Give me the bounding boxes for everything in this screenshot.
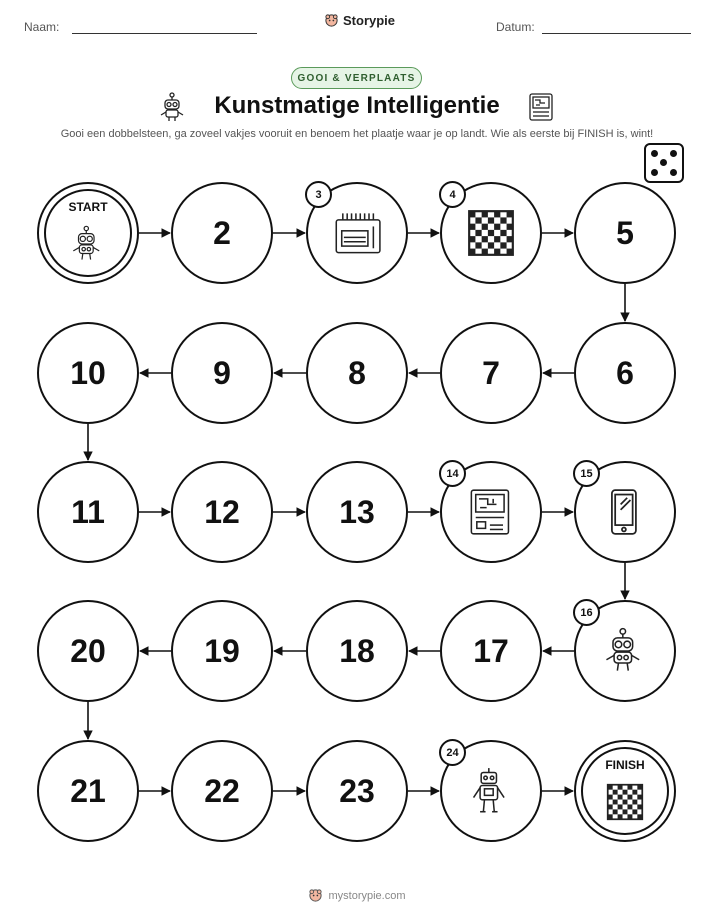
cell-number-tag: 4 xyxy=(439,181,466,208)
board-cell-6 xyxy=(574,322,676,424)
date-line[interactable] xyxy=(542,33,691,34)
board-cell-4 xyxy=(440,182,542,284)
cell-number: 11 xyxy=(71,493,105,530)
die-pip xyxy=(651,169,658,176)
mascot-icon xyxy=(324,13,339,28)
board-cell-5 xyxy=(574,182,676,284)
board-cell-20 xyxy=(37,600,139,702)
start-label: START xyxy=(68,200,108,214)
board-cell-10 xyxy=(37,322,139,424)
board-cell-11 xyxy=(37,461,139,563)
board-cell-7 xyxy=(440,322,542,424)
cell-number: 23 xyxy=(339,772,375,809)
board-cell-19 xyxy=(171,600,273,702)
brand-name: Storypie xyxy=(343,13,396,28)
board-cell-13 xyxy=(306,461,408,563)
name-label: Naam: xyxy=(24,20,60,34)
brand xyxy=(324,13,395,28)
board-cell-1 xyxy=(37,182,139,284)
board-cell-12 xyxy=(171,461,273,563)
cell-number: 19 xyxy=(204,632,240,669)
die-pip xyxy=(670,150,677,157)
board-cell-23 xyxy=(306,740,408,842)
robot-icon xyxy=(69,225,107,263)
cell-number: 2 xyxy=(213,214,231,251)
name-line[interactable] xyxy=(72,33,257,34)
cell-number-tag: 24 xyxy=(439,739,466,766)
board-cell-8 xyxy=(306,322,408,424)
cell-number: 18 xyxy=(339,632,375,669)
board-cell-22 xyxy=(171,740,273,842)
cell-number-tag: 15 xyxy=(573,460,600,487)
cell-number: 13 xyxy=(339,493,375,530)
cell-number: 8 xyxy=(348,354,366,391)
cell-number: 5 xyxy=(616,214,634,251)
board-cell-21 xyxy=(37,740,139,842)
computer-chip-icon xyxy=(467,488,515,536)
board-cell-2 xyxy=(171,182,273,284)
robot-icon xyxy=(601,627,649,675)
cell-number: 17 xyxy=(473,632,509,669)
cell-number: 9 xyxy=(213,354,231,391)
page-title: Kunstmatige Intelligentie xyxy=(214,92,500,119)
cell-number: 10 xyxy=(70,354,106,391)
cell-number: 7 xyxy=(482,354,500,391)
mascot-icon xyxy=(308,888,323,903)
ai-machine-icon xyxy=(333,209,381,257)
board-cell-25 xyxy=(574,740,676,842)
die-icon xyxy=(644,143,684,183)
cell-number: 21 xyxy=(70,772,106,809)
board-cell-17 xyxy=(440,600,542,702)
cell-number: 22 xyxy=(204,772,240,809)
board-cell-3 xyxy=(306,182,408,284)
board-cell-14 xyxy=(440,461,542,563)
computer-chip-icon xyxy=(527,92,555,122)
game-type-badge: GOOI & VERPLAATS xyxy=(291,67,422,89)
board-cell-18 xyxy=(306,600,408,702)
board-cell-24 xyxy=(440,740,542,842)
cell-number: 6 xyxy=(616,354,634,391)
cell-number-tag: 3 xyxy=(305,181,332,208)
finish-label: FINISH xyxy=(605,758,645,772)
die-pip xyxy=(670,169,677,176)
die-pip xyxy=(660,159,667,166)
board-cell-16 xyxy=(574,600,676,702)
chessboard-icon xyxy=(467,209,515,257)
board-cell-9 xyxy=(171,322,273,424)
instructions: Gooi een dobbelsteen, ga zoveel vakjes vooruit en benoem het plaatje waar je op landt. Wie als eerste bij FINISH is, wint! xyxy=(60,128,654,140)
footer xyxy=(0,888,714,903)
cell-number-tag: 16 xyxy=(573,599,600,626)
chessboard-icon xyxy=(606,783,644,821)
cell-number: 12 xyxy=(204,493,240,530)
humanoid-robot-icon xyxy=(467,767,515,815)
cell-number: 20 xyxy=(70,632,106,669)
smartphone-icon xyxy=(601,488,649,536)
footer-url[interactable]: mystorypie.com xyxy=(328,889,406,902)
cell-number-tag: 14 xyxy=(439,460,466,487)
board-cell-15 xyxy=(574,461,676,563)
die-pip xyxy=(651,150,658,157)
date-label: Datum: xyxy=(496,20,535,34)
